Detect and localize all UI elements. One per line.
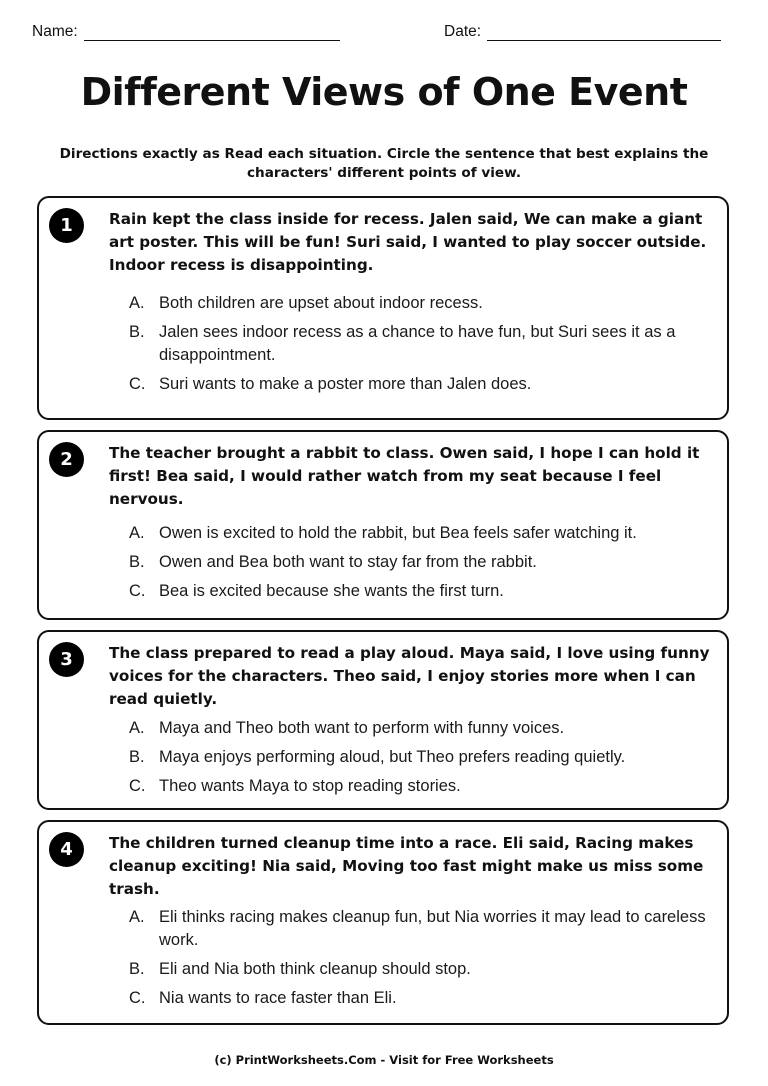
answer-options bbox=[129, 292, 719, 402]
answer-option-b[interactable] bbox=[129, 958, 719, 981]
page-title: Different Views of One Event bbox=[80, 70, 688, 114]
question-text: Rain kept the class inside for recess. Jalen said, We can make a giant art poster. This will be fun! Suri said, I wanted to play soccer outside. Indoor recess is disappointing. bbox=[109, 210, 707, 274]
option-letter: C. bbox=[129, 375, 146, 393]
question-text: The class prepared to read a play aloud. Maya said, I love using funny voices for the characters. Theo said, I enjoy stories more when I can read quietly. bbox=[109, 644, 710, 708]
name-field bbox=[32, 22, 340, 41]
option-letter: C. bbox=[129, 989, 146, 1007]
answer-option-c[interactable] bbox=[129, 373, 719, 396]
answer-option-a[interactable] bbox=[129, 292, 719, 315]
answer-option-b[interactable] bbox=[129, 551, 719, 574]
question-card bbox=[37, 820, 729, 1025]
answer-option-a[interactable] bbox=[129, 717, 719, 740]
answer-option-b[interactable] bbox=[129, 746, 719, 769]
answer-option-a[interactable] bbox=[129, 906, 719, 952]
question-number-badge: 1 bbox=[49, 208, 84, 243]
option-text: Eli and Nia both think cleanup should stop. bbox=[159, 960, 471, 978]
option-letter: A. bbox=[129, 908, 145, 926]
option-text: Nia wants to race faster than Eli. bbox=[159, 989, 397, 1007]
option-text: Eli thinks racing makes cleanup fun, but Nia worries it may lead to careless work. bbox=[159, 908, 706, 949]
option-letter: B. bbox=[129, 748, 145, 766]
footer-credit: (c) PrintWorksheets.Com - Visit for Free Worksheets bbox=[214, 1053, 554, 1067]
question-text: The children turned cleanup time into a race. Eli said, Racing makes cleanup exciting! Nia said, Moving too fast might make us miss some trash. bbox=[109, 834, 704, 898]
question-number-badge: 4 bbox=[49, 832, 84, 867]
option-letter: A. bbox=[129, 524, 145, 542]
option-text: Bea is excited because she wants the first turn. bbox=[159, 582, 504, 600]
option-text: Owen is excited to hold the rabbit, but Bea feels safer watching it. bbox=[159, 524, 637, 542]
date-field bbox=[444, 22, 721, 41]
answer-options bbox=[129, 522, 719, 609]
answer-option-c[interactable] bbox=[129, 580, 719, 603]
name-input-line[interactable] bbox=[84, 22, 340, 41]
option-letter: B. bbox=[129, 323, 145, 341]
option-letter: B. bbox=[129, 553, 145, 571]
option-text: Both children are upset about indoor recess. bbox=[159, 294, 483, 312]
date-input-line[interactable] bbox=[487, 22, 721, 41]
option-text: Suri wants to make a poster more than Jalen does. bbox=[159, 375, 532, 393]
option-text: Jalen sees indoor recess as a chance to have fun, but Suri sees it as a disappointment. bbox=[159, 323, 676, 364]
option-letter: A. bbox=[129, 294, 145, 312]
answer-option-c[interactable] bbox=[129, 987, 719, 1010]
answer-options bbox=[129, 717, 719, 804]
question-number-badge: 2 bbox=[49, 442, 84, 477]
answer-option-c[interactable] bbox=[129, 775, 719, 798]
option-letter: C. bbox=[129, 777, 146, 795]
question-card bbox=[37, 630, 729, 810]
option-letter: C. bbox=[129, 582, 146, 600]
date-label: Date: bbox=[444, 23, 482, 40]
question-number-badge: 3 bbox=[49, 642, 84, 677]
question-card bbox=[37, 430, 729, 620]
question-card bbox=[37, 196, 729, 420]
name-label: Name: bbox=[32, 23, 78, 40]
option-text: Theo wants Maya to stop reading stories. bbox=[159, 777, 461, 795]
answer-options bbox=[129, 906, 719, 1016]
option-text: Maya and Theo both want to perform with funny voices. bbox=[159, 719, 565, 737]
option-text: Maya enjoys performing aloud, but Theo prefers reading quietly. bbox=[159, 748, 626, 766]
directions: Directions exactly as Read each situation. Circle the sentence that best explains the characters' different points of view. bbox=[59, 146, 709, 181]
header-row bbox=[32, 22, 736, 46]
option-letter: A. bbox=[129, 719, 145, 737]
question-text: The teacher brought a rabbit to class. Owen said, I hope I can hold it first! Bea said, I would rather watch from my seat because I feel nervous. bbox=[109, 444, 700, 508]
answer-option-a[interactable] bbox=[129, 522, 719, 545]
option-letter: B. bbox=[129, 960, 145, 978]
answer-option-b[interactable] bbox=[129, 321, 719, 367]
option-text: Owen and Bea both want to stay far from the rabbit. bbox=[159, 553, 537, 571]
